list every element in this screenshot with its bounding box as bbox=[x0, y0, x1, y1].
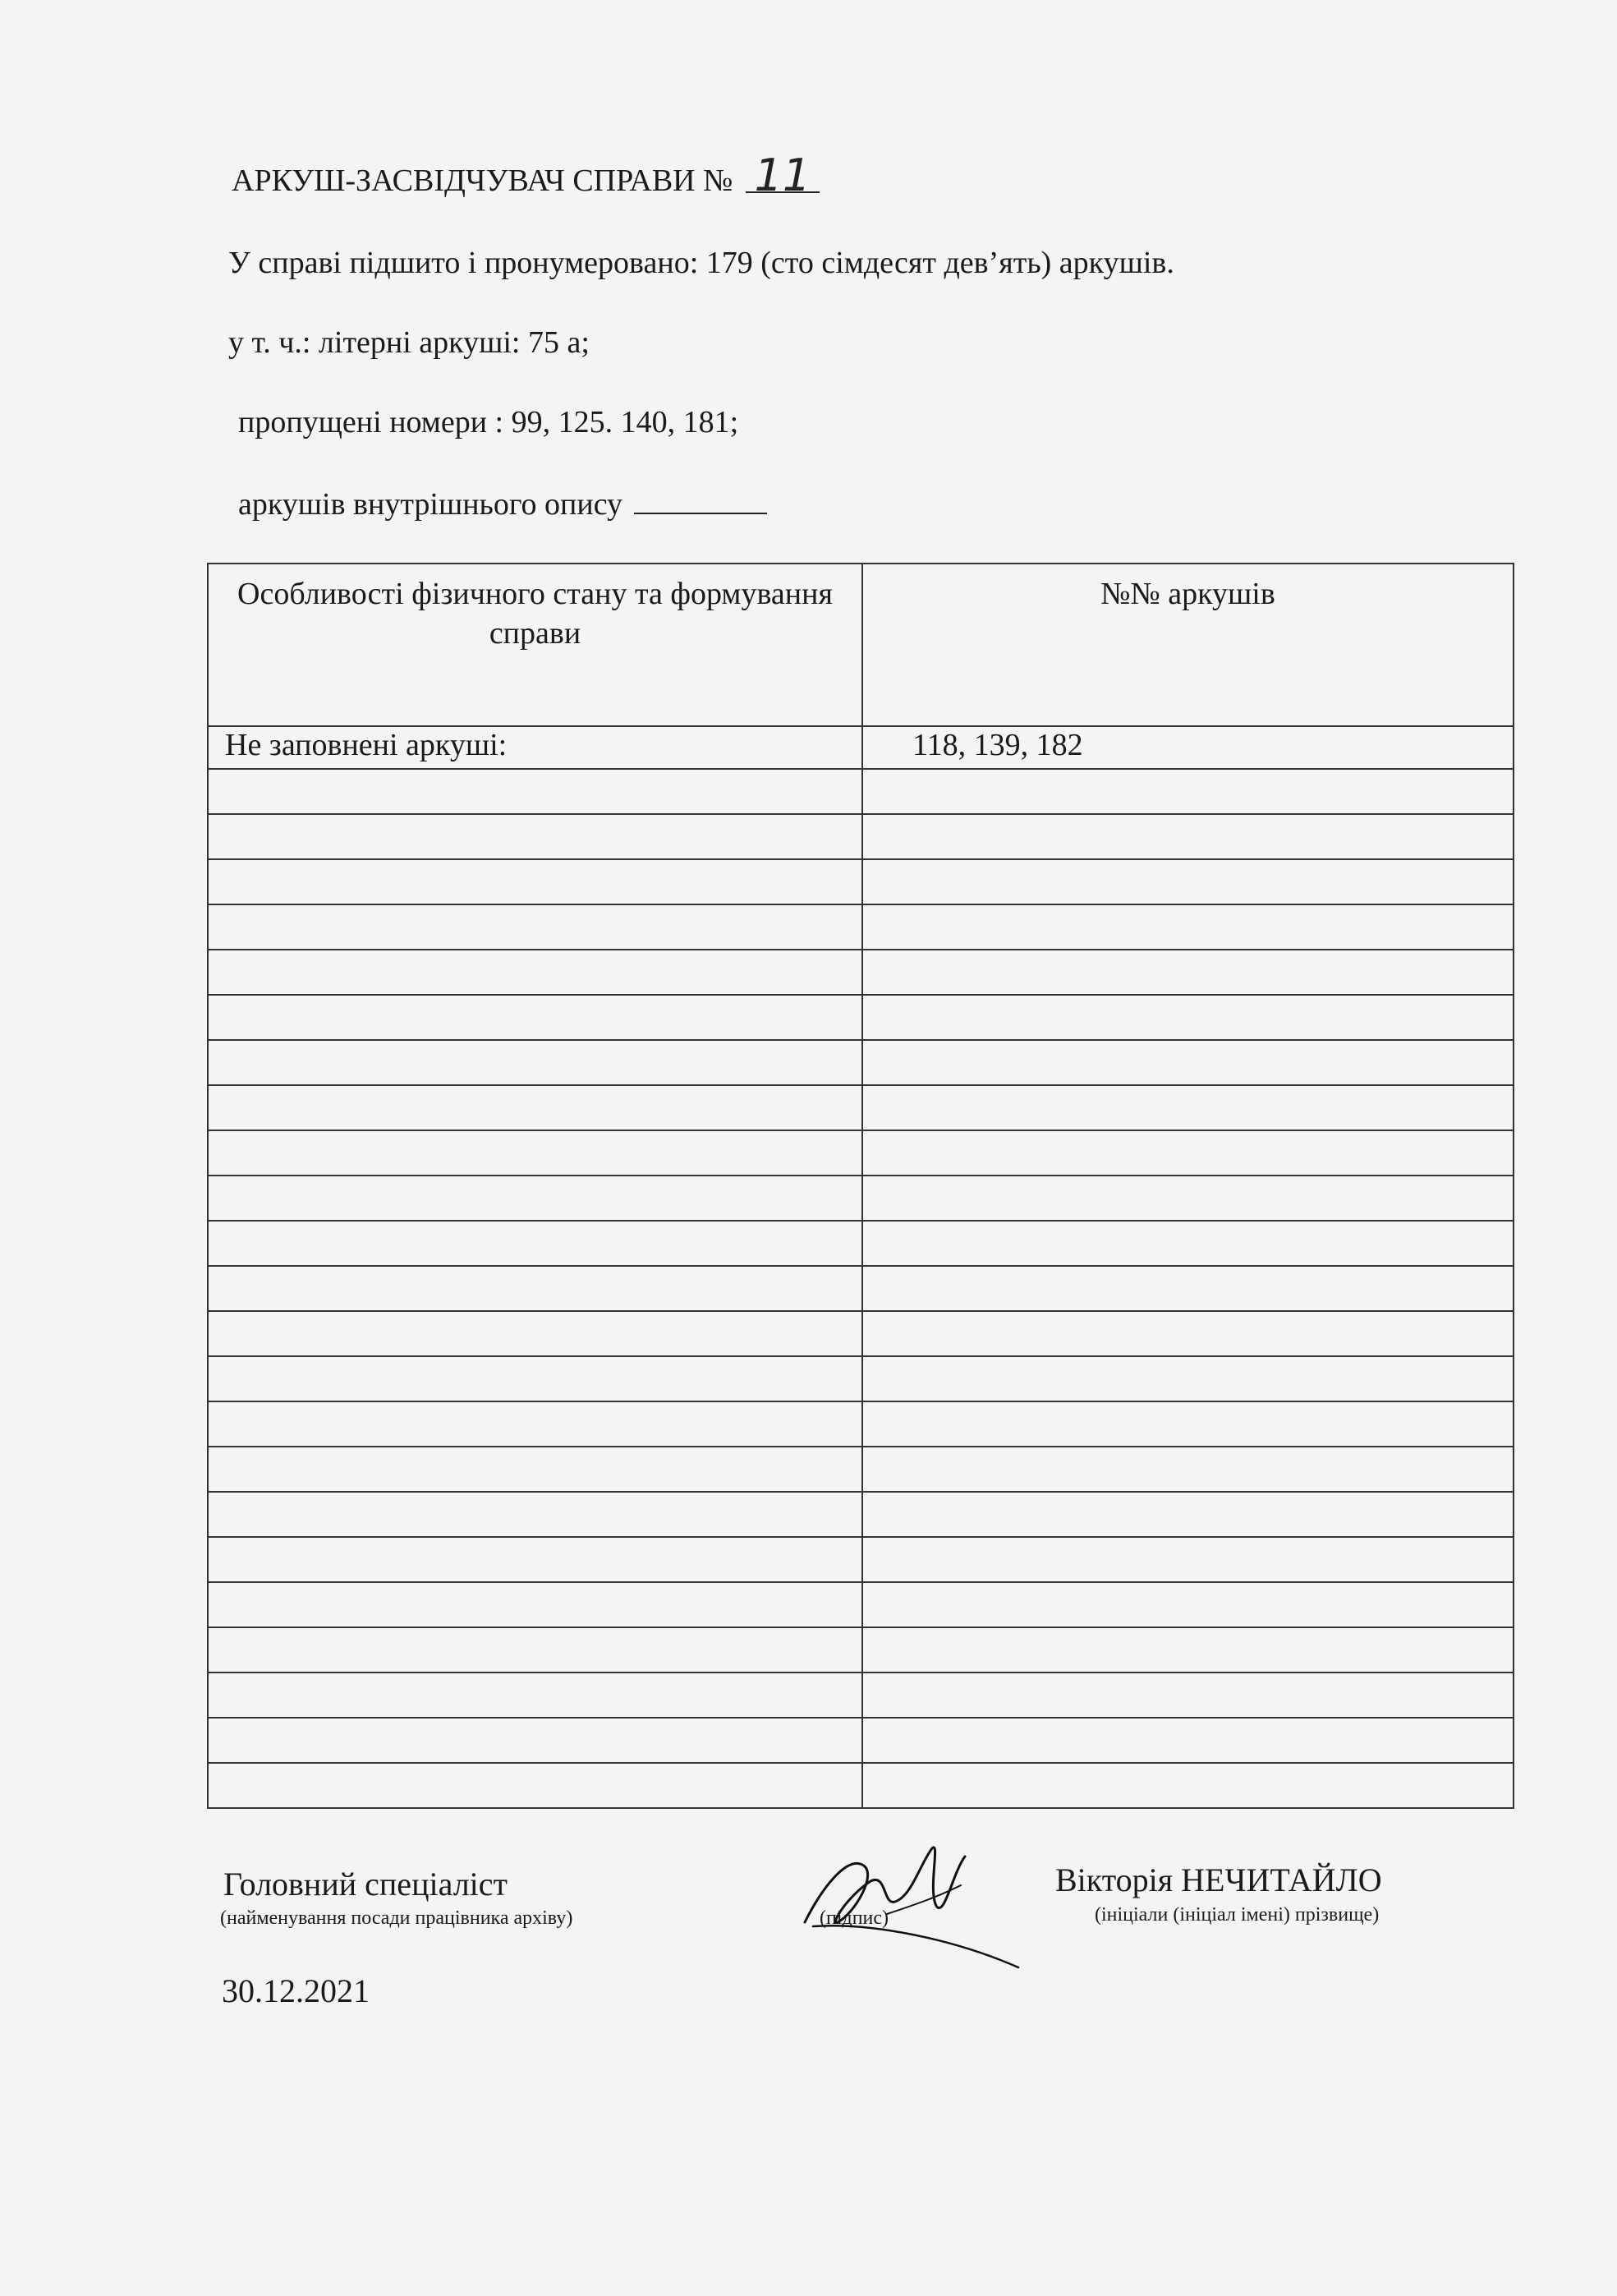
feature-cell bbox=[208, 1130, 862, 1176]
col-sheets-header: №№ аркушів bbox=[862, 564, 1514, 726]
sheets-cell bbox=[862, 1401, 1514, 1447]
sheets-cell bbox=[862, 1266, 1514, 1311]
sheets-cell bbox=[862, 1130, 1514, 1176]
feature-cell bbox=[208, 1718, 862, 1763]
inventory-sheets-label: аркушів внутрішнього опису bbox=[238, 487, 623, 522]
sheets-cell bbox=[862, 1447, 1514, 1492]
sheets-cell bbox=[862, 769, 1514, 814]
feature-cell bbox=[208, 1311, 862, 1356]
feature-cell bbox=[208, 1537, 862, 1582]
sheets-cell bbox=[862, 1763, 1514, 1808]
table-row bbox=[208, 1356, 1514, 1401]
feature-cell bbox=[208, 904, 862, 950]
table-row bbox=[208, 814, 1514, 859]
feature-cell bbox=[208, 995, 862, 1040]
table-row bbox=[208, 1582, 1514, 1627]
feature-cell bbox=[208, 1627, 862, 1673]
feature-cell bbox=[208, 1356, 862, 1401]
sheets-cell bbox=[862, 1176, 1514, 1221]
position-caption: (найменування посади працівника архіву) bbox=[220, 1907, 573, 1929]
name-caption: (ініціали (ініціал імені) прізвище) bbox=[1095, 1904, 1380, 1926]
inventory-sheets-blank bbox=[634, 488, 767, 514]
sheets-cell bbox=[862, 995, 1514, 1040]
case-number-handwritten: 11 bbox=[746, 160, 820, 193]
signer-name: Вікторія НЕЧИТАЙЛО bbox=[1055, 1861, 1382, 1898]
sheets-cell bbox=[862, 1627, 1514, 1673]
table-row bbox=[208, 1266, 1514, 1311]
feature-cell bbox=[208, 1221, 862, 1266]
table-row bbox=[208, 769, 1514, 814]
table-row bbox=[208, 1401, 1514, 1447]
table-row bbox=[208, 726, 1514, 769]
document-title bbox=[232, 150, 820, 201]
position-title: Головний спеціаліст bbox=[223, 1866, 508, 1903]
table-row bbox=[208, 1085, 1514, 1130]
handwritten-signature bbox=[788, 1824, 1035, 1972]
table-row bbox=[208, 1221, 1514, 1266]
table-row bbox=[208, 1537, 1514, 1582]
sheets-cell bbox=[862, 1040, 1514, 1085]
sheets-cell bbox=[862, 1537, 1514, 1582]
feature-cell bbox=[208, 1447, 862, 1492]
sheet-count-line: У справі підшито і пронумеровано: 179 (сто сімдесят дев’ять) аркушів. bbox=[228, 246, 1174, 280]
table-row bbox=[208, 1447, 1514, 1492]
table-row bbox=[208, 1763, 1514, 1808]
sheets-cell bbox=[862, 904, 1514, 950]
condition-table bbox=[207, 563, 1514, 1809]
feature-cell bbox=[208, 859, 862, 904]
feature-cell bbox=[208, 1401, 862, 1447]
feature-cell: Не заповнені аркуші: bbox=[208, 726, 862, 769]
sheets-cell bbox=[862, 814, 1514, 859]
document-date: 30.12.2021 bbox=[222, 1972, 370, 2009]
feature-cell bbox=[208, 950, 862, 995]
table-row bbox=[208, 859, 1514, 904]
title-text: АРКУШ-ЗАСВІДЧУВАЧ СПРАВИ № bbox=[232, 163, 733, 198]
feature-cell bbox=[208, 1582, 862, 1627]
sheets-cell bbox=[862, 1085, 1514, 1130]
table-row bbox=[208, 1130, 1514, 1176]
table-row bbox=[208, 1040, 1514, 1085]
table-row bbox=[208, 1673, 1514, 1718]
col-features-header: Особливості фізичного стану та формування справи bbox=[208, 564, 862, 726]
sheets-cell bbox=[862, 1221, 1514, 1266]
table-header-row bbox=[208, 564, 1514, 726]
feature-cell bbox=[208, 769, 862, 814]
missing-numbers-line: пропущені номери : 99, 125. 140, 181; bbox=[238, 405, 739, 439]
sheets-cell bbox=[862, 1718, 1514, 1763]
feature-cell bbox=[208, 1085, 862, 1130]
table-row bbox=[208, 904, 1514, 950]
feature-cell bbox=[208, 1040, 862, 1085]
table-row bbox=[208, 950, 1514, 995]
sheets-cell bbox=[862, 1673, 1514, 1718]
sheets-cell bbox=[862, 1311, 1514, 1356]
table-row bbox=[208, 995, 1514, 1040]
sheets-cell bbox=[862, 950, 1514, 995]
table-row bbox=[208, 1627, 1514, 1673]
sheets-cell: 118, 139, 182 bbox=[862, 726, 1514, 769]
sheets-cell bbox=[862, 1582, 1514, 1627]
feature-cell bbox=[208, 1763, 862, 1808]
table-row bbox=[208, 1492, 1514, 1537]
sheets-cell bbox=[862, 1492, 1514, 1537]
letter-sheets-line: у т. ч.: літерні аркуші: 75 а; bbox=[228, 325, 590, 360]
sheets-cell bbox=[862, 859, 1514, 904]
feature-cell bbox=[208, 1492, 862, 1537]
feature-cell bbox=[208, 1176, 862, 1221]
table-row bbox=[208, 1176, 1514, 1221]
sheets-cell bbox=[862, 1356, 1514, 1401]
feature-cell bbox=[208, 1673, 862, 1718]
table-row bbox=[208, 1718, 1514, 1763]
signature-caption: (підпис) bbox=[820, 1907, 889, 1929]
feature-cell bbox=[208, 814, 862, 859]
table-row bbox=[208, 1311, 1514, 1356]
feature-cell bbox=[208, 1266, 862, 1311]
table-body bbox=[208, 726, 1514, 1808]
inventory-sheets-line bbox=[238, 486, 767, 522]
